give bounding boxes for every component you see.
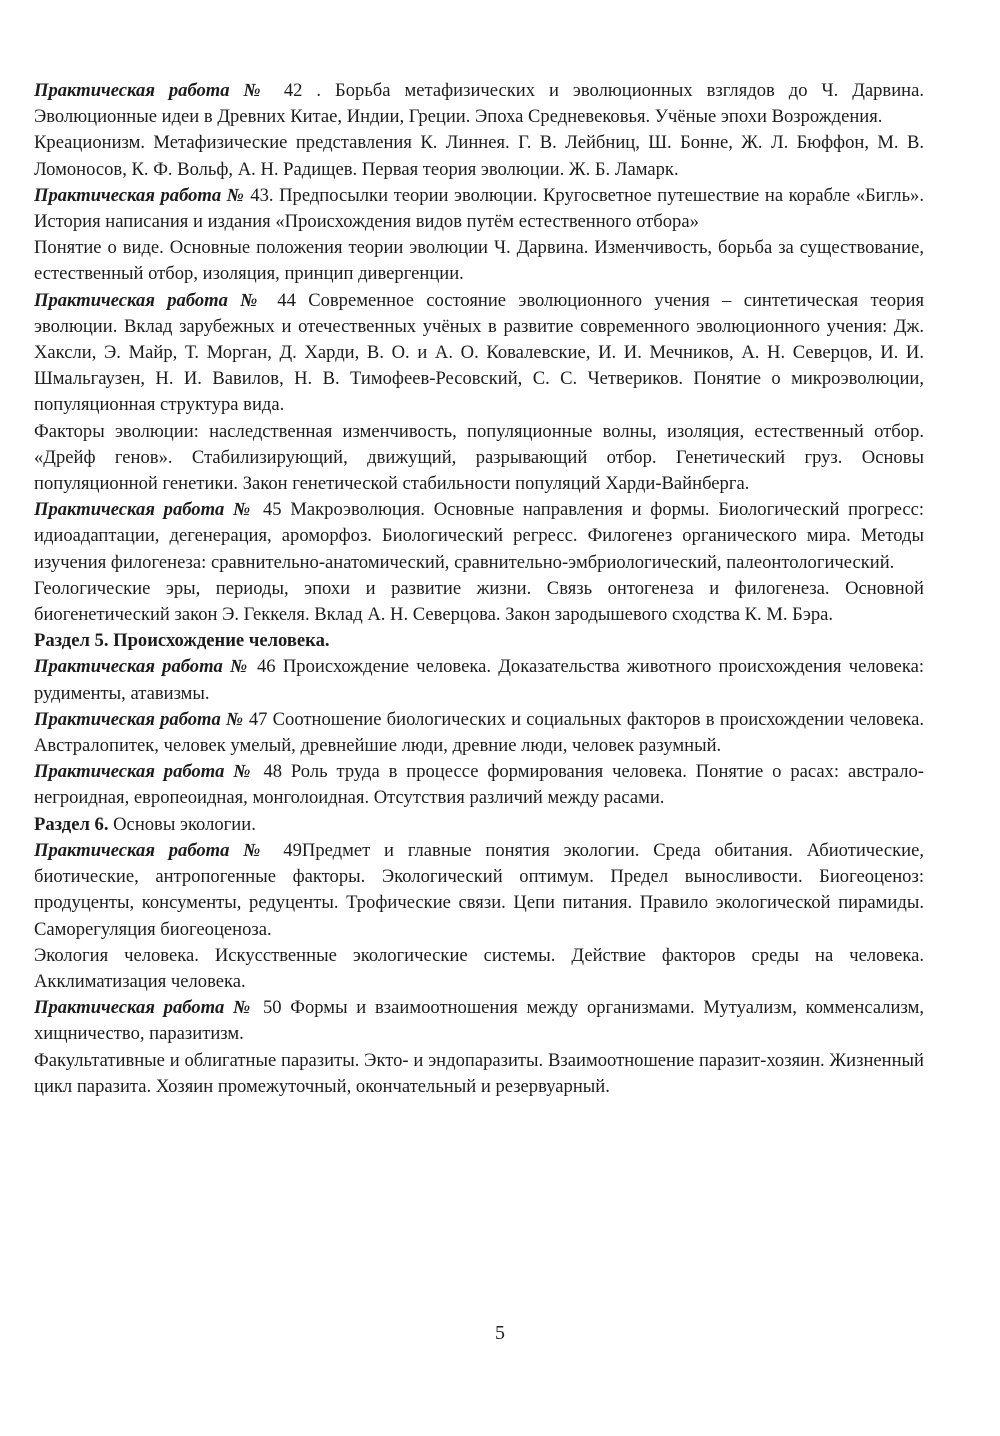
paragraph-text: Факторы эволюции: наследственная изменчивость, популяционные волны, изоляция, естественный отбор. «Дрейф генов». Стабилизирующий, движущий, разрывающий отбор. Генетический груз. Основы популяционной генетики. Закон генетической стабильности популяций Харди-Вайнберга. (34, 420, 924, 495)
practical-work-label: Практическая работа № (34, 839, 270, 861)
practical-work-paragraph: Практическая работа № 42 . Борьба метафизических и эволюционных взглядов до Ч. Дарвина. Эволюционные идеи в Древних Китае, Индии, Греции. Эпоха Средневековья. Учёные эпохи Возрождения. (34, 80, 925, 128)
practical-work-label: Практическая работа № (34, 184, 245, 206)
section-heading (34, 628, 924, 654)
section-title: Раздел 6. (34, 813, 109, 835)
practical-work-number: 48 (263, 761, 283, 783)
practical-work-paragraph (34, 759, 924, 811)
practical-work-number: 50 (262, 997, 282, 1019)
practical-work-paragraph (34, 995, 924, 1047)
paragraph-text: Факультативные и облигатные паразиты. Экто- и эндопаразиты. Взаимоотношение паразит-хозяин. Жизненный цикл паразита. Хозяин промежуточный, окончательный и резервуарный. (34, 1049, 924, 1097)
section-heading (34, 812, 924, 838)
practical-work-label: Практическая работа № (34, 499, 255, 521)
practical-work-number: 46 (257, 656, 276, 678)
practical-work-number: 45 (262, 499, 282, 521)
practical-work-number: 42 (283, 80, 303, 101)
practical-work-paragraph (34, 654, 924, 706)
practical-work-label: Практическая работа № (34, 997, 255, 1019)
paragraph-text: Экология человека. Искусственные экологические системы. Действие факторов среды на человека. Акклиматизация человека. (34, 944, 924, 992)
practical-work-text: Предпосылки теории эволюции. Кругосветное путешествие на корабле «Бигль». История написания и издания «Происхождения видов путём естественного отбора» (34, 184, 925, 233)
body-paragraph (34, 943, 924, 995)
body-paragraph (34, 419, 924, 498)
practical-work-text: Соотношение биологических и социальных факторов в происхождении человека. Австралопитек, человек умелый, древнейшие люди, древние люди, человек разумный. (34, 708, 925, 757)
practical-work-text: Формы и взаимоотношения между организмами. Мутуализм, комменсализм, хищничество, паразитизм. (34, 997, 925, 1045)
practical-work-text: Макроэволюция. Основные направления и формы. Биологический прогресс: идиоадаптации, дегенерация, ароморфоз. Биологический регресс. Филогенез органического мира. Методы изучения филогенеза: сравнительно-анатомический, сравнительно-эмбриологический, палеонтологический. (34, 499, 925, 573)
practical-work-paragraph (34, 838, 924, 943)
practical-work-paragraph (34, 707, 924, 759)
practical-work-number: 44 (277, 289, 296, 311)
document-body (34, 78, 924, 1100)
body-paragraph (34, 130, 924, 182)
section-title: Раздел 5. Происхождение человека. (34, 630, 330, 652)
page-number: 5 (495, 1322, 505, 1344)
practical-work-label: Практическая работа № (34, 289, 265, 311)
section-subtitle: Основы экологии. (108, 813, 256, 835)
paragraph-text: Понятие о виде. Основные положения теории эволюции Ч. Дарвина. Изменчивость, борьба за существование, естественный отбор, изоляция, принцип дивергенции. (34, 237, 924, 285)
practical-work-label: Практическая работа № (34, 80, 270, 101)
practical-work-paragraph (34, 497, 924, 576)
practical-work-number: 47 (248, 708, 268, 730)
practical-work-text: Роль труда в процессе формирования человека. Понятие о расах: австрало-негроидная, европеоидная, монголоидная. Отсутствия различий между расами. (34, 761, 924, 809)
paragraph-text: Геологические эры, периоды, эпохи и развитие жизни. Связь онтогенеза и филогенеза. Основной биогенетический закон Э. Геккеля. Вклад А. Н. Северцова. Закон зародышевого сходства К. М. Бэра. (34, 577, 924, 626)
practical-work-paragraph: Практическая работа № 43. Предпосылки теории эволюции. Кругосветное путешествие на корабле «Бигль». История написания и издания «Происхождения видов путём естественного отбора» (34, 184, 925, 233)
practical-work-label: Практическая работа № (34, 761, 255, 783)
practical-work-paragraph (34, 288, 924, 419)
practical-work-text: Предмет и главные понятия экологии. Среда обитания. Абиотические, биотические, антропогенные факторы. Экологический оптимум. Предел выносливости. Биогеоценоз: продуценты, консументы, редуценты. Трофические связи. Цепи питания. Правило экологической пирамиды. Саморегуляция биогеоценоза. (34, 839, 925, 940)
body-paragraph (34, 1048, 924, 1100)
practical-work-label: Практическая работа № (34, 708, 244, 730)
practical-work-number: 43 (250, 184, 269, 206)
practical-work-text: Борьба метафизических и эволюционных взглядов до Ч. Дарвина. Эволюционные идеи в Древних Китае, Индии, Греции. Эпоха Средневековья. Учёные эпохи Возрождения. (34, 80, 925, 128)
practical-work-label: Практическая работа № (34, 656, 250, 678)
body-paragraph (34, 235, 924, 287)
practical-work-text: Происхождение человека. Доказательства животного происхождения человека: рудименты, атавизмы. (34, 656, 924, 704)
body-paragraph (34, 576, 924, 628)
practical-work-text: Современное состояние эволюционного учения – синтетическая теория эволюции. Вклад зарубежных и отечественных учёных в развитие современного эволюционного учения: Дж. Хаксли, Э. Майр, Т. Морган, Д. Харди, В. О. и А. О. Ковалевские, И. И. Мечников, А. Н. Северцов, И. И. Шмальгаузен, Н. И. Вавилов, Н. В. Тимофеев-Ресовский, С. С. Четвериков. Понятие о микроэволюции, популяционная структура вида. (34, 289, 924, 416)
paragraph-text: Креационизм. Метафизические представления К. Линнея. Г. В. Лейбниц, Ш. Бонне, Ж. Л. Бюффон, М. В. Ломоносов, К. Ф. Вольф, А. Н. Радищев. Первая теория эволюции. Ж. Б. Ламарк. (34, 132, 924, 180)
practical-work-number: 49 (283, 839, 302, 861)
